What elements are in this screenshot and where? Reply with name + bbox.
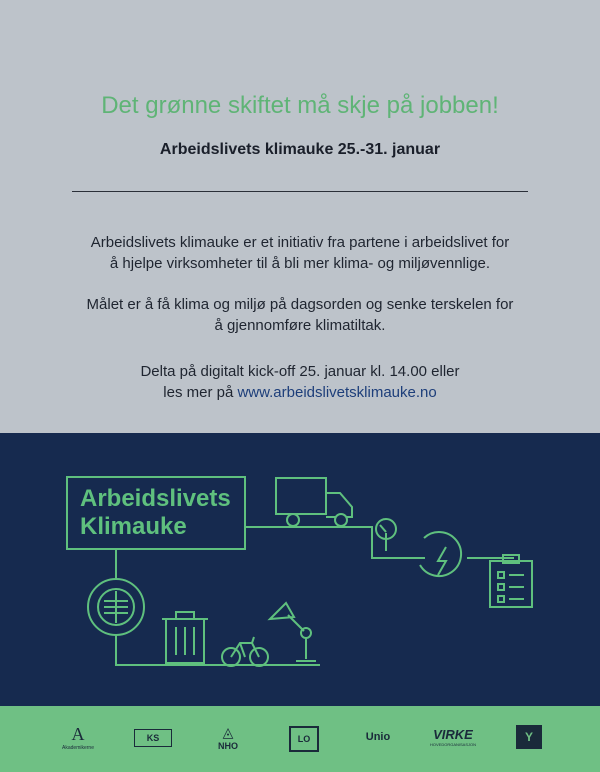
lo-logo: LO bbox=[289, 726, 319, 752]
intro-line-2: å hjelpe virksomheter til å bli mer klima- og miljøvennlige. bbox=[109, 255, 491, 272]
graphic-title-2: Klimauke bbox=[80, 513, 187, 540]
truck-icon bbox=[276, 478, 352, 526]
lamp-icon bbox=[270, 603, 316, 661]
website-link[interactable]: www.arbeidslivetsklimauke.no bbox=[237, 384, 437, 401]
checklist-icon bbox=[490, 555, 532, 607]
connector-top bbox=[245, 527, 425, 558]
recycling-bin-icon bbox=[162, 612, 208, 663]
cta-prefix: les mer på bbox=[163, 384, 238, 401]
graphic-title-1: Arbeidslivets bbox=[80, 485, 231, 512]
climate-illustration bbox=[0, 433, 600, 706]
illustration-section bbox=[0, 433, 600, 706]
subheadline: Arbeidslivets klimauke 25.-31. januar bbox=[159, 141, 441, 158]
ys-emblem-icon: Y bbox=[524, 730, 533, 744]
tree-icon bbox=[376, 519, 396, 551]
intro-line-1: Arbeidslivets klimauke er et initiativ fra partene i arbeidslivet for bbox=[90, 234, 510, 251]
ks-logo: KS bbox=[134, 729, 172, 747]
goal-line-1: Målet er å få klima og miljø på dagsorden og senke terskelen for bbox=[86, 296, 514, 313]
divider bbox=[72, 191, 528, 192]
ys-logo bbox=[516, 725, 542, 749]
goal-paragraph bbox=[40, 294, 560, 336]
cooperation-icon bbox=[88, 579, 144, 635]
nho-logo: ◬ NHO bbox=[218, 723, 238, 751]
virke-logo: VIRKE HOVEDORGANISASJON bbox=[429, 727, 476, 747]
cta-paragraph bbox=[40, 361, 560, 403]
cta-line-2 bbox=[40, 382, 560, 403]
partner-logos-footer bbox=[0, 706, 600, 772]
bicycle-icon bbox=[222, 637, 268, 666]
cta-line-1: Delta på digitalt kick-off 25. januar kl. 14.00 eller bbox=[140, 363, 460, 380]
connector-bottom bbox=[116, 635, 320, 665]
nho-emblem-icon: ◬ bbox=[222, 723, 234, 740]
energy-icon bbox=[420, 532, 461, 576]
intro-paragraph bbox=[40, 232, 560, 274]
goal-line-2: å gjennomføre klimatiltak. bbox=[214, 317, 386, 334]
headline: Det grønne skiftet må skje på jobben! bbox=[101, 92, 499, 119]
unio-logo: Unio bbox=[365, 731, 391, 743]
akademikerne-logo: A Akademikerne bbox=[62, 723, 94, 751]
